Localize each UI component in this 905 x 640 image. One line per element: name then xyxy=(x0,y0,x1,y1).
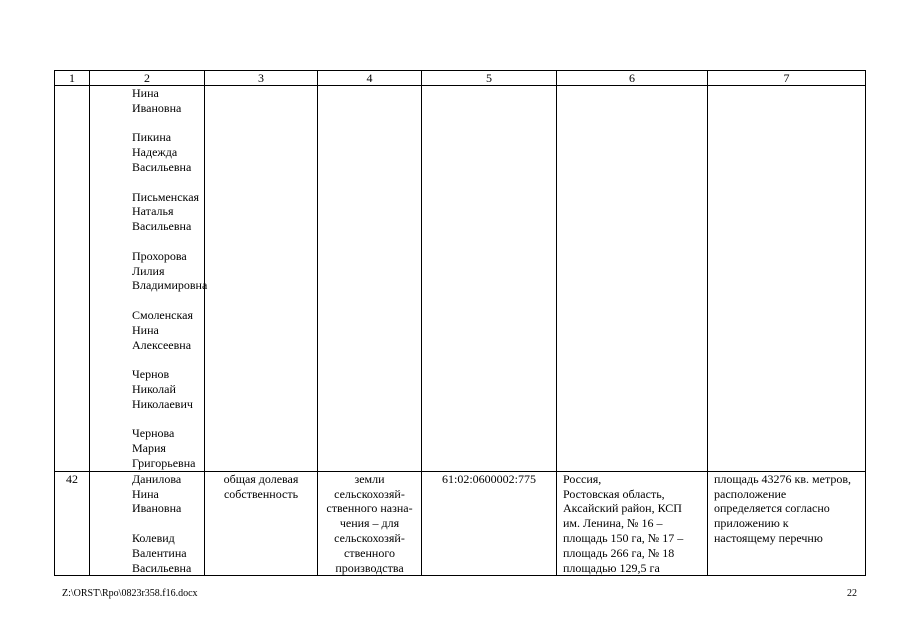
location-line: площадь 150 га, № 17 – xyxy=(563,530,684,545)
notes-cell xyxy=(708,471,866,576)
location-line: площадью 129,5 га xyxy=(563,560,660,575)
owner-name-line: Алексеевна xyxy=(132,337,192,352)
category-cell xyxy=(318,471,422,576)
owner-entry xyxy=(132,248,208,293)
col-header-6: 6 xyxy=(557,71,708,86)
owner-name-line: Лилия xyxy=(132,263,165,278)
owner-name-line: Пикина xyxy=(132,130,172,145)
category-line: земли xyxy=(354,471,385,486)
col-header-2: 2 xyxy=(90,71,205,86)
category-line: ственного назна- xyxy=(326,501,413,516)
notes-line: определяется согласно xyxy=(714,501,830,516)
ownership-line: общая долевая xyxy=(223,471,299,486)
owner-name-line: Нина xyxy=(132,86,159,100)
ownership-cell xyxy=(205,471,318,576)
location-cell xyxy=(557,471,708,576)
owner-entry xyxy=(132,426,204,470)
cadastral-cell xyxy=(422,86,557,472)
category-line: производства xyxy=(335,560,404,575)
owner-name-line: Васильевна xyxy=(132,219,192,234)
owner-name-line: Наталья xyxy=(132,204,174,219)
owner-name-line: Письменская xyxy=(132,189,200,204)
owner-name-line: Николай xyxy=(132,381,176,396)
owner-names-cell xyxy=(90,86,208,472)
col-header-7: 7 xyxy=(708,71,866,86)
cadastral-cell: 61:02:0600002:775 xyxy=(422,471,557,576)
owner-name-line: Надежда xyxy=(132,145,178,160)
owner-name-line: Васильевна xyxy=(132,159,192,174)
location-cell xyxy=(557,86,708,472)
land-registry-table xyxy=(54,70,866,576)
owner-name-line: Валентина xyxy=(132,545,187,560)
owner-entry xyxy=(132,367,204,411)
owner-name-line: Чернов xyxy=(132,367,170,382)
owner-entry xyxy=(132,86,204,116)
owner-name-line: Чернова xyxy=(132,426,175,441)
notes-line: настоящему перечню xyxy=(714,530,823,545)
category-cell xyxy=(318,86,422,472)
footer-filename: Z:\ORST\Rpo\0823r358.f16.docx xyxy=(62,588,198,599)
location-line: им. Ленина, № 16 – xyxy=(563,516,663,531)
owner-entry xyxy=(132,308,204,352)
owner-entry xyxy=(132,130,204,174)
row-number-cell: 42 xyxy=(55,471,90,576)
category-line: ственного xyxy=(344,545,395,560)
notes-line: площадь 43276 кв. метров, xyxy=(714,471,852,486)
owner-name-line: Николаевич xyxy=(132,396,193,411)
location-line: Россия, xyxy=(563,471,602,486)
owner-names-cell xyxy=(90,471,205,576)
owner-name-line: Нина xyxy=(132,322,159,337)
owner-entry xyxy=(132,531,204,575)
location-line: Ростовская область, xyxy=(563,486,665,501)
category-line: сельскохозяй- xyxy=(334,486,405,501)
category-line: чения – для xyxy=(339,516,400,531)
owner-name-line: Ивановна xyxy=(132,100,182,115)
row-number-cell xyxy=(55,86,90,472)
location-line: Аксайский район, КСП xyxy=(563,501,682,516)
owner-entry xyxy=(132,190,204,234)
col-header-1: 1 xyxy=(55,71,90,86)
owner-name-line: Владимировна xyxy=(132,278,208,293)
location-line: площадь 266 га, № 18 xyxy=(563,545,675,560)
col-header-4: 4 xyxy=(318,71,422,86)
owner-name-line: Прохорова xyxy=(132,248,187,263)
owner-name-line: Данилова xyxy=(132,471,182,486)
ownership-line: собственность xyxy=(223,486,299,501)
category-line: сельскохозяй- xyxy=(334,530,405,545)
notes-line: приложению к xyxy=(714,516,789,531)
notes-cell xyxy=(708,86,866,472)
owner-name-line: Григорьевна xyxy=(132,455,196,470)
owner-name-line: Ивановна xyxy=(132,501,182,516)
owner-name-line: Васильевна xyxy=(132,560,192,575)
table-row-continuation xyxy=(55,86,866,472)
footer-page-number: 22 xyxy=(847,588,857,599)
table-row-42 xyxy=(55,471,866,576)
column-number-row xyxy=(55,71,866,86)
owner-name-line: Смоленская xyxy=(132,307,193,322)
ownership-cell xyxy=(205,86,318,472)
notes-line: расположение xyxy=(714,486,787,501)
owner-name-line: Мария xyxy=(132,441,166,456)
owner-entry xyxy=(132,472,204,516)
owner-name-line: Колевид xyxy=(132,530,175,545)
owner-name-line: Нина xyxy=(132,486,159,501)
col-header-5: 5 xyxy=(422,71,557,86)
col-header-3: 3 xyxy=(205,71,318,86)
